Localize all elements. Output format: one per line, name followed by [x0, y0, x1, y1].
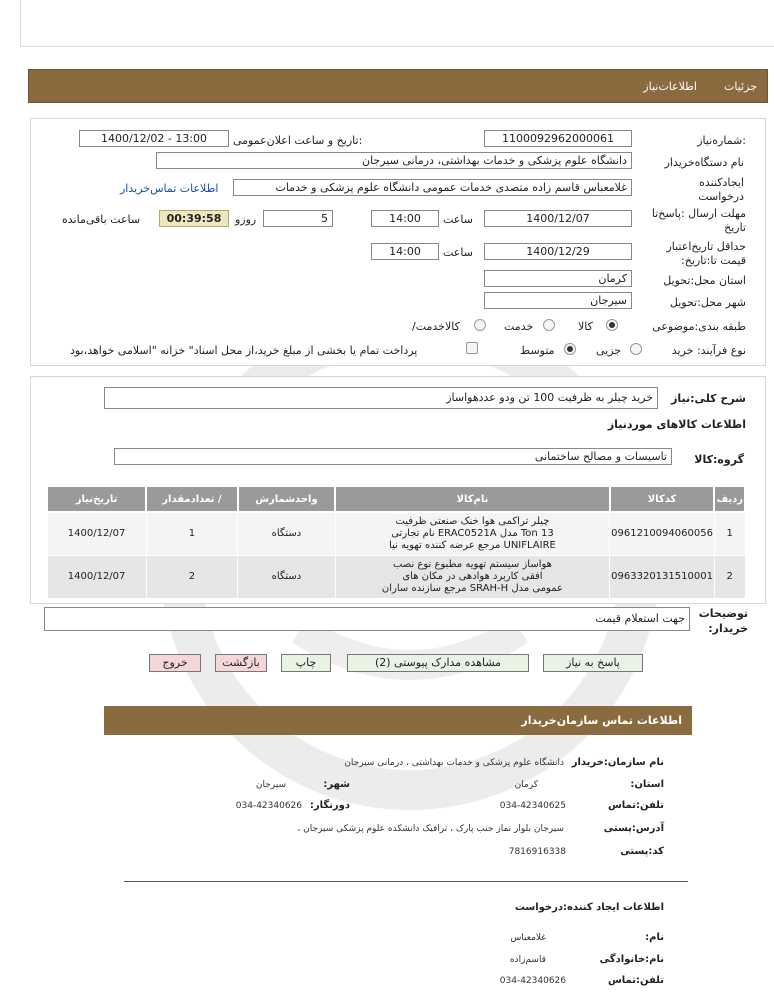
- row-unit: دستگاه: [238, 556, 336, 599]
- row-name: [335, 512, 609, 556]
- group-field: تاسیسات و مصالح ساختمانی: [114, 448, 672, 465]
- contact-header: [104, 706, 692, 735]
- notes-field: جهت استعلام قیمت: [44, 607, 690, 631]
- creator-name-label: :نام: [645, 932, 664, 943]
- process-medium-label: متوسط: [520, 344, 555, 357]
- province-label: استان محل:تحویل: [663, 274, 746, 287]
- creator-field: غلامعباس قاسم زاده متصدی خدمات عمومی دانشگاه علوم پزشکی و خدمات: [233, 179, 632, 196]
- contact-address-label: آدرس:پستی: [603, 823, 664, 834]
- days-remaining-field: 5: [263, 210, 333, 227]
- row-unit: دستگاه: [238, 512, 336, 556]
- print-button[interactable]: چاپ: [281, 654, 331, 672]
- deadline-date-field: 1400/12/07: [484, 210, 632, 227]
- deadline-label: مهلت ارسال :پاسخ‌تا: [651, 207, 746, 220]
- creator-label: ایجادکننده: [699, 176, 744, 189]
- tab-details[interactable]: جزئیات: [724, 80, 757, 93]
- category-label: طبقه بندی:موضوعی: [652, 320, 746, 333]
- category-goods-radio[interactable]: [606, 319, 618, 331]
- contact-fax-label: :دورنگار: [309, 800, 350, 811]
- remaining-label: ساعت باقی‌مانده: [62, 213, 141, 226]
- category-service-radio[interactable]: [543, 319, 555, 331]
- validity-label: حداقل تاریخ‌اعتبار: [666, 240, 746, 253]
- row-date: 1400/12/07: [47, 556, 146, 599]
- row-qty: 2: [146, 556, 237, 599]
- payment-note: پرداخت تمام یا بخشی از مبلغ خرید،از محل اسناد" خزانه "اسلامی خواهد،بود: [70, 344, 418, 357]
- items-info-title: اطلاعات کالاهای موردنیاز: [607, 418, 746, 431]
- creator-name-value: غلامعباس: [510, 933, 546, 943]
- contact-city-label: :شهر: [323, 779, 350, 790]
- contact-province-value: کرمان: [514, 780, 538, 790]
- table-row: [47, 512, 745, 556]
- row-index: 1: [714, 512, 745, 556]
- creator-family-value: قاسم‌زاده: [509, 955, 546, 965]
- creator-phone-label: تلفن:تماس: [607, 975, 664, 986]
- buyer-org-label: نام دستگاه‌خریدار: [664, 156, 744, 169]
- deadline-label-2: تاریخ: [724, 221, 746, 234]
- row-name-line: هواساز سیستم تهویه مطبوع نوع نصب: [392, 559, 552, 570]
- contact-title: اطلاعات تماس سازمان‌خریدار: [521, 714, 682, 727]
- contact-postal-value: 7816916338: [508, 847, 566, 857]
- contact-divider: [124, 881, 688, 882]
- contact-city-value: سیرجان: [255, 780, 286, 790]
- need-number-label: شماره‌نیاز:: [697, 134, 746, 147]
- group-label: گروه:کالا: [694, 453, 744, 466]
- description-field: خرید چیلر به ظرفیت 100 تن ودو عددهواساز: [104, 387, 658, 409]
- row-name: [335, 556, 609, 599]
- province-field: کرمان: [484, 270, 632, 287]
- col-code: کدکالا: [610, 486, 715, 512]
- tab-need-info[interactable]: اطلاعات‌نیاز: [643, 80, 697, 93]
- col-unit: واحدشمارش: [238, 486, 336, 512]
- creator-family-label: نام:خانوادگی: [599, 954, 664, 965]
- announce-label: تاریخ و ساعت اعلان‌عمومی:: [233, 134, 363, 147]
- row-name-line: 13 Ton مدل ERAC0521A نام تجارتی: [391, 528, 554, 539]
- validity-date-field: 1400/12/29: [484, 243, 632, 260]
- contact-address-value: ، سیرجان بلوار نماز جنب پارک ، ترافیک دانشکده علوم پزشکی سیرجان: [297, 824, 564, 834]
- validity-time-field: 14:00: [371, 243, 439, 260]
- col-index: ردیف: [714, 486, 745, 512]
- deadline-time-label: ساعت: [443, 213, 473, 226]
- creator-phone-value: 034-42340626: [499, 976, 566, 986]
- contact-org-value: دانشگاه علوم پزشکی و خدمات بهداشتی ، درمانی سیرجان: [344, 758, 564, 768]
- category-goods-service-label: /کالاخدمت: [412, 320, 460, 333]
- creator-info-title: اطلاعات ایجاد کننده:درخواست: [514, 902, 664, 913]
- contact-phone-value: 034-42340625: [499, 801, 566, 811]
- notes-label: توضیحات: [698, 607, 748, 620]
- notes-label-2: :خریدار: [708, 622, 748, 635]
- row-name-line: عمومی مدل SRAH-H مرجع سازنده ساران: [381, 583, 563, 594]
- process-label: نوع فرآیند: خرید: [671, 344, 746, 357]
- top-divider: [20, 46, 774, 47]
- remaining-time-field: 00:39:58: [159, 210, 229, 227]
- category-goods-service-radio[interactable]: [474, 319, 486, 331]
- row-index: 2: [714, 556, 745, 599]
- attachments-button[interactable]: مشاهده مدارک پیوستی (2): [347, 654, 529, 672]
- page-header: [28, 69, 768, 103]
- category-goods-label: کالا: [578, 320, 593, 333]
- process-partial-radio[interactable]: [630, 343, 642, 355]
- process-partial-label: جزیی: [596, 344, 622, 357]
- process-medium-radio[interactable]: [564, 343, 576, 355]
- validity-time-label: ساعت: [443, 246, 473, 259]
- payment-checkbox[interactable]: [466, 342, 478, 354]
- days-label: روزو: [235, 213, 257, 226]
- row-code: 0961210094060056: [610, 512, 715, 556]
- row-code: 0963320131510001: [610, 556, 715, 599]
- exit-button[interactable]: خروج: [149, 654, 201, 672]
- col-date: تاریخ‌نیاز: [47, 486, 146, 512]
- city-field: سیرجان: [484, 292, 632, 309]
- row-name-line: UNIFLAIRE مرجع عرضه کننده تهویه نیا: [389, 540, 556, 551]
- items-table: [46, 485, 746, 599]
- col-name: نام‌کالا: [335, 486, 609, 512]
- city-label: شهر محل:تحویل: [669, 296, 746, 309]
- contact-province-label: :استان: [630, 779, 664, 790]
- announce-datetime-field: 1400/12/02 - 13:00: [79, 130, 229, 147]
- reply-button[interactable]: پاسخ به نیاز: [543, 654, 643, 672]
- top-left-divider: [20, 0, 21, 46]
- buyer-org-field: دانشگاه علوم پزشکی و خدمات بهداشتی، درمانی سیرجان: [156, 152, 632, 169]
- contact-org-label: نام سازمان:خریدار: [571, 757, 664, 768]
- creator-label-2: درخواست: [698, 190, 744, 203]
- contact-phone-label: تلفن:تماس: [607, 800, 664, 811]
- table-row: [47, 556, 745, 599]
- row-qty: 1: [146, 512, 237, 556]
- contact-postal-label: کد:پستی: [620, 846, 664, 857]
- row-name-line: چیلر تراکمی هوا خنک صنعتی ظرفیت: [395, 516, 550, 527]
- validity-label-2: :قیمت تا:تاریخ: [681, 254, 746, 267]
- category-service-label: خدمت: [504, 320, 534, 333]
- contact-fax-value: 034-42340626: [235, 801, 302, 811]
- row-date: 1400/12/07: [47, 512, 146, 556]
- back-button[interactable]: بازگشت: [215, 654, 267, 672]
- need-number-field: 1100092962000061: [484, 130, 632, 147]
- col-qty: / تعدادمقدار: [146, 486, 237, 512]
- row-name-line: افقی کاربرد هوادهی در مکان های: [402, 571, 543, 582]
- buyer-contact-link[interactable]: اطلاعات تماس‌خریدار: [120, 182, 219, 195]
- description-label: شرح کلی:نیاز: [671, 392, 746, 405]
- deadline-time-field: 14:00: [371, 210, 439, 227]
